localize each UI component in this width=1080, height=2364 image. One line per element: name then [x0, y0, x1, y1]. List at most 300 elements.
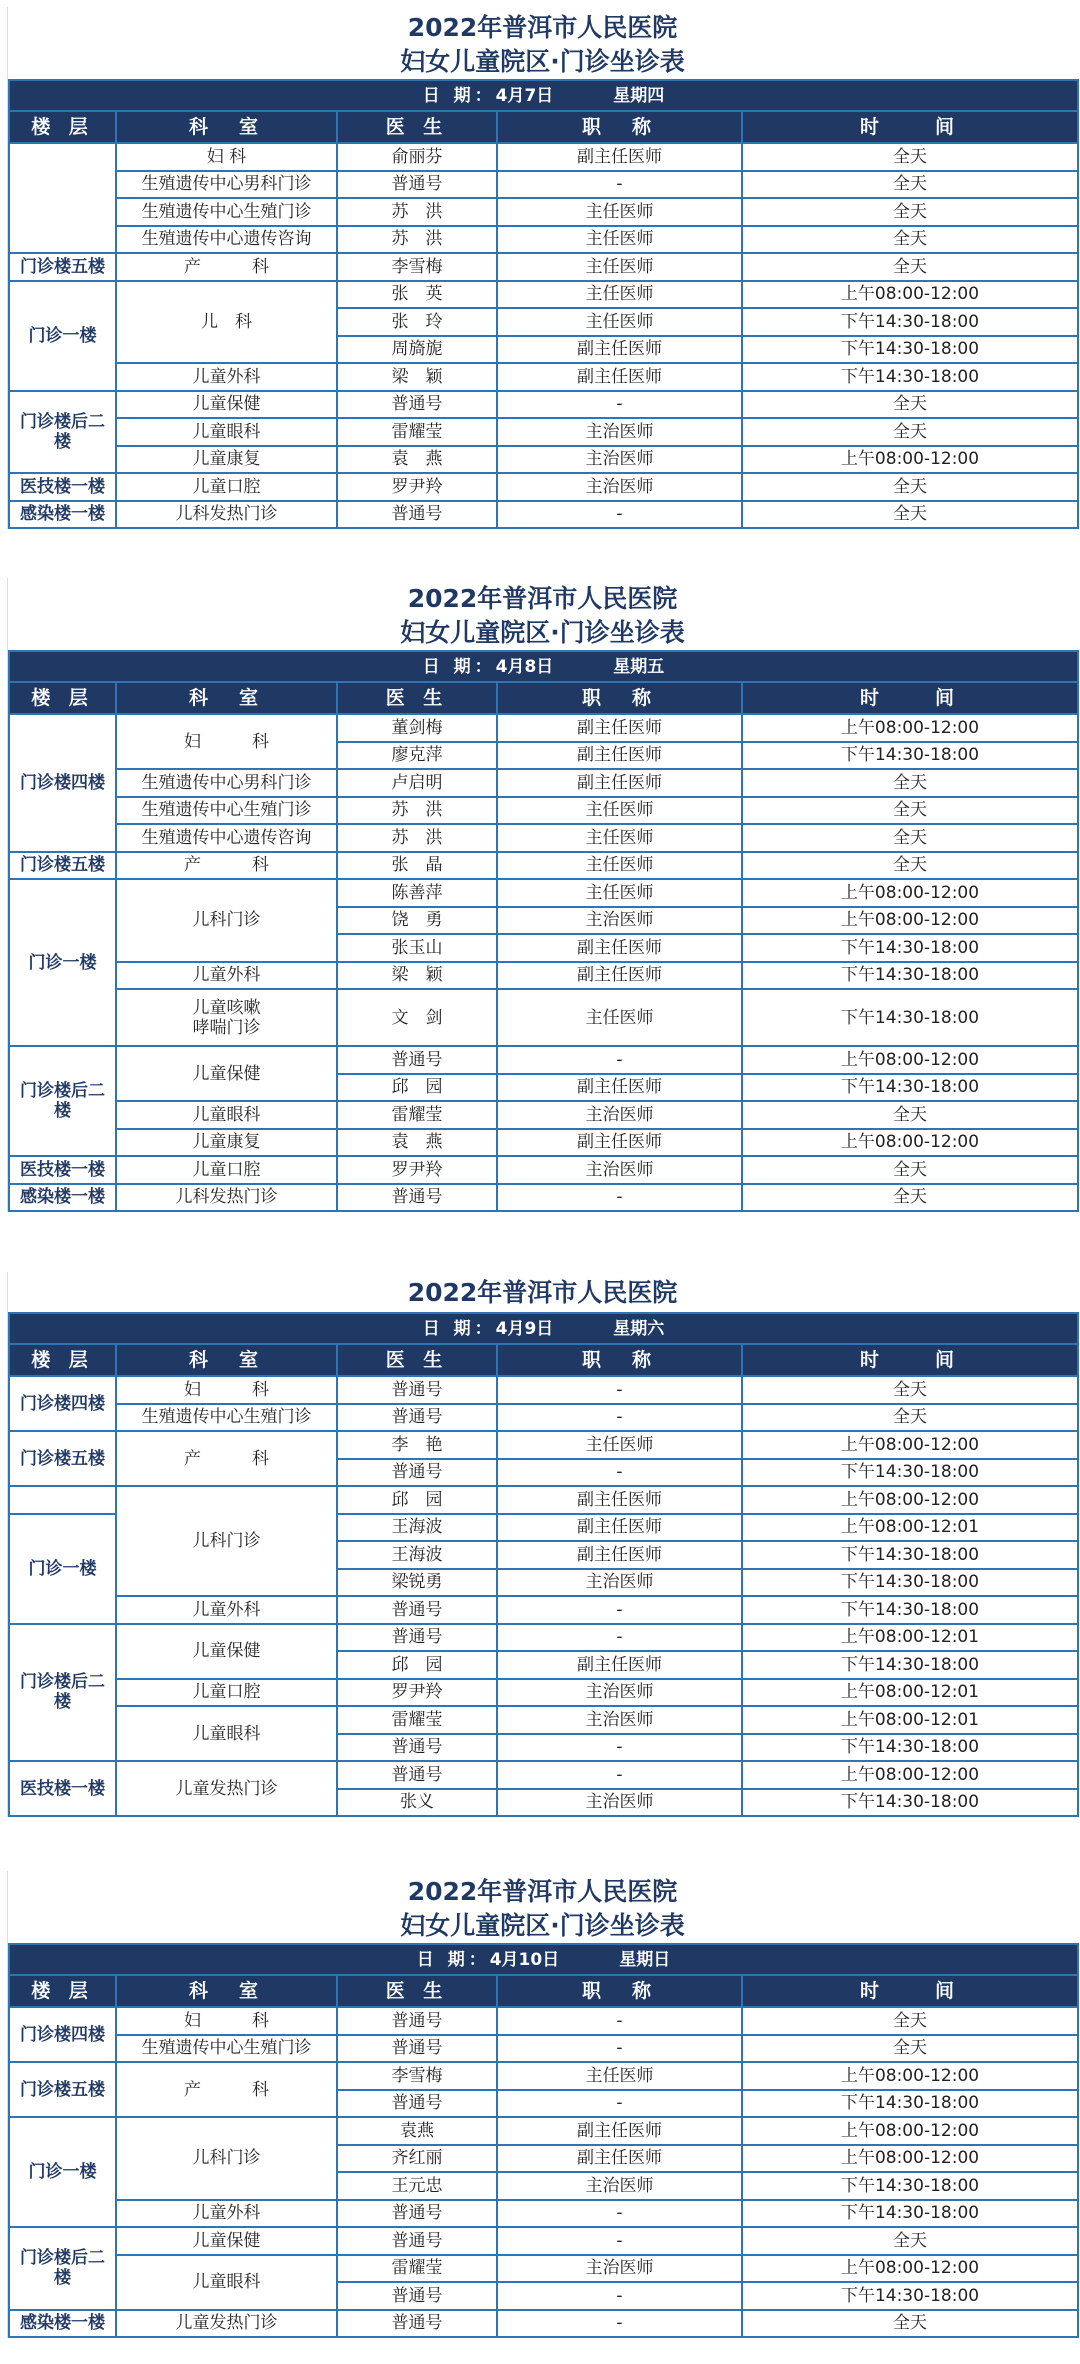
dept-cell: 儿童外科	[116, 2200, 337, 2228]
doctor-cell: 张 玲	[337, 308, 497, 336]
doctor-cell: 普通号	[337, 1459, 497, 1487]
date-bar	[9, 651, 1078, 682]
col-doctor: 医 生	[337, 111, 497, 143]
table-row	[9, 1376, 1078, 1404]
doctor-cell: 普通号	[337, 501, 497, 529]
col-title: 职 称	[497, 1344, 742, 1376]
weekday: 星期五	[613, 656, 665, 677]
time-cell: 全天	[742, 2007, 1078, 2035]
title-cell: 副主任医师	[497, 1514, 742, 1542]
doctor-cell: 王海波	[337, 1541, 497, 1569]
title-cell: -	[497, 1184, 742, 1212]
doctor-cell: 廖克萍	[337, 742, 497, 770]
floor-cell: 门诊楼后二楼	[9, 391, 116, 474]
dept-cell: 儿科门诊	[116, 1486, 337, 1596]
table-row	[9, 824, 1078, 852]
col-floor: 楼 层	[9, 1344, 116, 1376]
title-cell: 主治医师	[497, 2172, 742, 2200]
table-row	[9, 1404, 1078, 1432]
doctor-cell: 雷耀莹	[337, 1101, 497, 1129]
date-bar	[9, 1944, 1078, 1975]
table-row	[9, 2117, 1078, 2145]
doctor-cell: 俞丽芬	[337, 143, 497, 171]
table-row	[9, 501, 1078, 529]
time-cell: 下午14:30-18:00	[742, 1459, 1078, 1487]
doctor-cell: 邱 园	[337, 1651, 497, 1679]
dept-line: 儿童咳嗽	[192, 997, 261, 1018]
sheet-title	[8, 7, 1077, 79]
time-cell: 全天	[742, 501, 1078, 529]
title-cell: 主治医师	[497, 907, 742, 935]
col-floor: 楼 层	[9, 1975, 116, 2007]
doctor-cell: 苏 洪	[337, 797, 497, 825]
floor-cell: 医技楼一楼	[9, 1156, 116, 1184]
doctor-cell: 雷耀莹	[337, 418, 497, 446]
time-cell: 下午14:30-18:00	[742, 989, 1078, 1046]
floor-cell: 门诊楼五楼	[9, 2062, 116, 2117]
date-bar	[9, 80, 1078, 111]
table-row	[9, 171, 1078, 199]
time-cell: 全天	[742, 797, 1078, 825]
table-row	[9, 1046, 1078, 1074]
date-label: 日 期：	[422, 656, 496, 677]
floor-cell: 感染楼一楼	[9, 501, 116, 529]
table-row	[9, 1486, 1078, 1514]
doctor-cell: 普通号	[337, 2282, 497, 2310]
doctor-cell: 周旖旎	[337, 336, 497, 364]
time-cell: 下午14:30-18:00	[742, 1569, 1078, 1597]
dept-cell: 妇 科	[116, 714, 337, 769]
dept-cell: 儿童外科	[116, 962, 337, 990]
doctor-cell: 普通号	[337, 2227, 497, 2255]
schedule-name: 妇女儿童院区·门诊坐诊表	[400, 47, 685, 76]
time-cell: 全天	[742, 2227, 1078, 2255]
time-cell: 全天	[742, 1156, 1078, 1184]
col-doctor: 医 生	[337, 682, 497, 714]
doctor-cell: 王元忠	[337, 2172, 497, 2200]
doctor-cell: 普通号	[337, 1624, 497, 1652]
table-row	[9, 473, 1078, 501]
title-cell: -	[497, 1404, 742, 1432]
dept-cell: 生殖遗传中心生殖门诊	[116, 2035, 337, 2063]
col-floor: 楼 层	[9, 682, 116, 714]
dept-cell: 儿 科	[116, 281, 337, 364]
floor-cell: 门诊楼后二楼	[9, 1624, 116, 1762]
time-cell: 下午14:30-18:00	[742, 2090, 1078, 2118]
floor-cell: 门诊一楼	[9, 1514, 116, 1624]
dept-cell: 儿童眼科	[116, 2255, 337, 2310]
table-row	[9, 1624, 1078, 1652]
title-cell: 主任医师	[497, 198, 742, 226]
table-row	[9, 2255, 1078, 2283]
date-value: 4月7日	[495, 85, 554, 106]
table-row	[9, 253, 1078, 281]
weekday: 星期日	[619, 1949, 671, 1970]
dept-cell: 妇 科	[116, 2007, 337, 2035]
time-cell: 上午08:00-12:00	[742, 2145, 1078, 2173]
dept-cell: 产 科	[116, 1431, 337, 1486]
title-cell: -	[497, 2090, 742, 2118]
title-cell: -	[497, 1459, 742, 1487]
dept-cell: 儿童眼科	[116, 1101, 337, 1129]
title-cell: 主治医师	[497, 418, 742, 446]
doctor-cell: 齐红丽	[337, 2145, 497, 2173]
title-cell: 主治医师	[497, 446, 742, 474]
col-time: 时 间	[742, 1344, 1078, 1376]
time-cell: 上午08:00-12:01	[742, 1624, 1078, 1652]
title-cell: 副主任医师	[497, 1486, 742, 1514]
title-cell: 主治医师	[497, 1156, 742, 1184]
doctor-cell: 苏 洪	[337, 824, 497, 852]
doctor-cell: 普通号	[337, 1734, 497, 1762]
dept-cell: 儿童康复	[116, 446, 337, 474]
title-cell: 主任医师	[497, 226, 742, 254]
time-cell: 上午08:00-12:00	[742, 2062, 1078, 2090]
title-cell: 副主任医师	[497, 769, 742, 797]
title-cell: -	[497, 1376, 742, 1404]
floor-cell: 感染楼一楼	[9, 2310, 116, 2338]
title-cell: -	[497, 2007, 742, 2035]
schedule-name: 妇女儿童院区·门诊坐诊表	[400, 1911, 685, 1940]
doctor-cell: 袁 燕	[337, 1129, 497, 1157]
floor-cell: 门诊楼五楼	[9, 1431, 116, 1486]
date-label: 日 期：	[422, 85, 496, 106]
title-cell: 主任医师	[497, 281, 742, 309]
time-cell: 下午14:30-18:00	[742, 1596, 1078, 1624]
dept-cell: 儿童外科	[116, 363, 337, 391]
col-floor: 楼 层	[9, 111, 116, 143]
doctor-cell: 梁 颖	[337, 962, 497, 990]
table-row	[9, 1156, 1078, 1184]
doctor-cell: 李雪梅	[337, 253, 497, 281]
dept-cell: 儿童保健	[116, 1046, 337, 1101]
date-label: 日 期：	[416, 1949, 490, 1970]
time-cell: 上午08:00-12:00	[742, 907, 1078, 935]
doctor-cell: 邱 园	[337, 1486, 497, 1514]
doctor-cell: 梁锐勇	[337, 1569, 497, 1597]
dept-cell: 产 科	[116, 2062, 337, 2117]
column-header-row	[9, 111, 1078, 143]
dept-cell: 妇 科	[116, 143, 337, 171]
col-dept: 科 室	[116, 682, 337, 714]
hospital-name: 2022年普洱市人民医院	[407, 1278, 678, 1307]
time-cell: 上午08:00-12:00	[742, 1431, 1078, 1459]
doctor-cell: 普通号	[337, 1761, 497, 1789]
doctor-cell: 雷耀莹	[337, 1706, 497, 1734]
doctor-cell: 袁 燕	[337, 446, 497, 474]
title-cell: 主治医师	[497, 1101, 742, 1129]
title-cell: 副主任医师	[497, 363, 742, 391]
dept-cell: 儿科发热门诊	[116, 501, 337, 529]
table-row	[9, 2035, 1078, 2063]
time-cell: 全天	[742, 1184, 1078, 1212]
dept-cell: 儿童保健	[116, 391, 337, 419]
table-row	[9, 363, 1078, 391]
table-row	[9, 391, 1078, 419]
floor-cell	[9, 1486, 116, 1514]
dept-cell: 生殖遗传中心男科门诊	[116, 171, 337, 199]
time-cell: 下午14:30-18:00	[742, 336, 1078, 364]
time-cell: 上午08:00-12:00	[742, 281, 1078, 309]
dept-cell: 儿童外科	[116, 1596, 337, 1624]
floor-cell: 门诊楼四楼	[9, 714, 116, 852]
date-value: 4月8日	[495, 656, 554, 677]
time-cell: 下午14:30-18:00	[742, 1651, 1078, 1679]
title-cell: 副主任医师	[497, 962, 742, 990]
title-cell: -	[497, 391, 742, 419]
doctor-cell: 罗尹羚	[337, 1156, 497, 1184]
weekday: 星期四	[613, 85, 665, 106]
time-cell: 下午14:30-18:00	[742, 934, 1078, 962]
table-row	[9, 418, 1078, 446]
dept-cell: 儿童康复	[116, 1129, 337, 1157]
title-cell: 主任医师	[497, 1431, 742, 1459]
doctor-cell: 普通号	[337, 2310, 497, 2338]
column-header-row	[9, 1975, 1078, 2007]
table-row	[9, 446, 1078, 474]
time-cell: 上午08:00-12:01	[742, 1706, 1078, 1734]
title-cell: 主任医师	[497, 879, 742, 907]
title-cell: -	[497, 501, 742, 529]
table-row	[9, 1129, 1078, 1157]
table-row	[9, 281, 1078, 309]
time-cell: 下午14:30-18:00	[742, 308, 1078, 336]
col-time: 时 间	[742, 111, 1078, 143]
floor-cell: 门诊楼四楼	[9, 1376, 116, 1431]
dept-cell: 儿童保健	[116, 2227, 337, 2255]
time-cell: 下午14:30-18:00	[742, 363, 1078, 391]
time-cell: 全天	[742, 253, 1078, 281]
time-cell: 上午08:00-12:00	[742, 2117, 1078, 2145]
doctor-cell: 普通号	[337, 1376, 497, 1404]
time-cell: 下午14:30-18:00	[742, 1789, 1078, 1817]
hospital-name: 2022年普洱市人民医院	[407, 1877, 678, 1906]
doctor-cell: 普通号	[337, 1184, 497, 1212]
dept-cell: 儿科发热门诊	[116, 1184, 337, 1212]
doctor-cell: 袁燕	[337, 2117, 497, 2145]
time-cell: 下午14:30-18:00	[742, 1734, 1078, 1762]
title-cell: -	[497, 1734, 742, 1762]
floor-cell: 门诊楼四楼	[9, 2007, 116, 2062]
schedule-sheet-apr7	[7, 7, 1077, 529]
time-cell: 全天	[742, 1376, 1078, 1404]
time-cell: 全天	[742, 2035, 1078, 2063]
sheet-title	[8, 1871, 1077, 1943]
schedule-table	[8, 1943, 1079, 2338]
time-cell: 上午08:00-12:01	[742, 1514, 1078, 1542]
doctor-cell: 普通号	[337, 1596, 497, 1624]
dept-cell: 产 科	[116, 253, 337, 281]
time-cell: 下午14:30-18:00	[742, 962, 1078, 990]
title-cell: 主任医师	[497, 2062, 742, 2090]
title-cell: -	[497, 1761, 742, 1789]
time-cell: 全天	[742, 391, 1078, 419]
table-row	[9, 1679, 1078, 1707]
doctor-cell: 卢启明	[337, 769, 497, 797]
column-header-row	[9, 682, 1078, 714]
title-cell: 副主任医师	[497, 1074, 742, 1102]
doctor-cell: 雷耀莹	[337, 2255, 497, 2283]
title-cell: 副主任医师	[497, 714, 742, 742]
floor-cell: 医技楼一楼	[9, 1761, 116, 1816]
time-cell: 下午14:30-18:00	[742, 2172, 1078, 2200]
time-cell: 下午14:30-18:00	[742, 742, 1078, 770]
doctor-cell: 普通号	[337, 171, 497, 199]
floor-cell: 感染楼一楼	[9, 1184, 116, 1212]
col-title: 职 称	[497, 1975, 742, 2007]
table-row	[9, 143, 1078, 171]
dept-cell: 儿科门诊	[116, 2117, 337, 2200]
title-cell: 副主任医师	[497, 1651, 742, 1679]
sheet-title	[8, 578, 1077, 650]
doctor-cell: 普通号	[337, 391, 497, 419]
dept-cell: 儿童眼科	[116, 418, 337, 446]
doctor-cell: 李雪梅	[337, 2062, 497, 2090]
dept-cell: 妇 科	[116, 1376, 337, 1404]
col-doctor: 医 生	[337, 1975, 497, 2007]
col-dept: 科 室	[116, 1975, 337, 2007]
doctor-cell: 董剑梅	[337, 714, 497, 742]
col-time: 时 间	[742, 1975, 1078, 2007]
doctor-cell: 普通号	[337, 2090, 497, 2118]
doctor-cell: 李 艳	[337, 1431, 497, 1459]
table-row	[9, 1596, 1078, 1624]
date-bar	[9, 1313, 1078, 1344]
time-cell: 上午08:00-12:00	[742, 1761, 1078, 1789]
schedule-table	[8, 79, 1079, 529]
table-row	[9, 2062, 1078, 2090]
table-row	[9, 226, 1078, 254]
doctor-cell: 张 晶	[337, 852, 497, 880]
doctor-cell: 文 剑	[337, 989, 497, 1046]
title-cell: -	[497, 2227, 742, 2255]
doctor-cell: 张义	[337, 1789, 497, 1817]
table-row	[9, 852, 1078, 880]
doctor-cell: 罗尹羚	[337, 473, 497, 501]
table-row	[9, 2310, 1078, 2338]
floor-cell	[9, 143, 116, 253]
doctor-cell: 罗尹羚	[337, 1679, 497, 1707]
title-cell: 主任医师	[497, 797, 742, 825]
dept-cell: 儿童口腔	[116, 473, 337, 501]
col-time: 时 间	[742, 682, 1078, 714]
time-cell: 下午14:30-18:00	[742, 1541, 1078, 1569]
schedule-sheet-apr10	[7, 1871, 1077, 2338]
schedule-table	[8, 650, 1079, 1212]
title-cell: -	[497, 2200, 742, 2228]
floor-cell: 门诊一楼	[9, 281, 116, 391]
col-doctor: 医 生	[337, 1344, 497, 1376]
time-cell: 下午14:30-18:00	[742, 1074, 1078, 1102]
title-cell: 副主任医师	[497, 2117, 742, 2145]
time-cell: 全天	[742, 226, 1078, 254]
dept-cell: 生殖遗传中心遗传咨询	[116, 226, 337, 254]
table-row	[9, 2200, 1078, 2228]
floor-cell: 门诊楼后二楼	[9, 2227, 116, 2310]
doctor-cell: 普通号	[337, 2007, 497, 2035]
floor-cell: 门诊一楼	[9, 2117, 116, 2227]
time-cell: 全天	[742, 418, 1078, 446]
doctor-cell: 苏 洪	[337, 226, 497, 254]
column-header-row	[9, 1344, 1078, 1376]
floor-cell: 医技楼一楼	[9, 473, 116, 501]
time-cell: 全天	[742, 2310, 1078, 2338]
title-cell: -	[497, 2310, 742, 2338]
col-title: 职 称	[497, 111, 742, 143]
time-cell: 全天	[742, 171, 1078, 199]
title-cell: -	[497, 1596, 742, 1624]
time-cell: 上午08:00-12:00	[742, 446, 1078, 474]
table-row	[9, 1184, 1078, 1212]
title-cell: 副主任医师	[497, 336, 742, 364]
time-cell: 下午14:30-18:00	[742, 2200, 1078, 2228]
title-cell: 副主任医师	[497, 2145, 742, 2173]
date-value: 4月10日	[489, 1949, 560, 1970]
time-cell: 全天	[742, 143, 1078, 171]
floor-cell: 门诊楼五楼	[9, 253, 116, 281]
col-dept: 科 室	[116, 1344, 337, 1376]
time-cell: 上午08:00-12:00	[742, 714, 1078, 742]
doctor-cell: 王海波	[337, 1514, 497, 1542]
table-row	[9, 714, 1078, 742]
title-cell: 副主任医师	[497, 1541, 742, 1569]
col-title: 职 称	[497, 682, 742, 714]
title-cell: 主任医师	[497, 253, 742, 281]
time-cell: 全天	[742, 824, 1078, 852]
title-cell: 主治医师	[497, 1569, 742, 1597]
title-cell: -	[497, 1046, 742, 1074]
title-cell: -	[497, 2035, 742, 2063]
title-cell: 主治医师	[497, 473, 742, 501]
dept-cell	[116, 989, 337, 1046]
dept-cell: 儿童口腔	[116, 1156, 337, 1184]
title-cell: 主治医师	[497, 1679, 742, 1707]
time-cell: 上午08:00-12:00	[742, 1046, 1078, 1074]
floor-cell: 门诊楼后二楼	[9, 1046, 116, 1156]
weekday: 星期六	[613, 1318, 665, 1339]
schedule-table	[8, 1312, 1079, 1817]
doctor-cell: 苏 洪	[337, 198, 497, 226]
doctor-cell: 普通号	[337, 1404, 497, 1432]
title-cell: 主治医师	[497, 1706, 742, 1734]
schedule-sheet-apr8	[7, 578, 1077, 1212]
doctor-cell: 普通号	[337, 2200, 497, 2228]
col-dept: 科 室	[116, 111, 337, 143]
title-cell: 副主任医师	[497, 934, 742, 962]
title-cell: 主治医师	[497, 2255, 742, 2283]
time-cell: 全天	[742, 1404, 1078, 1432]
doctor-cell: 张 英	[337, 281, 497, 309]
title-cell: 主治医师	[497, 1789, 742, 1817]
dept-line: 哮喘门诊	[192, 1017, 261, 1038]
table-row	[9, 879, 1078, 907]
date-label: 日 期：	[422, 1318, 496, 1339]
doctor-cell: 饶 勇	[337, 907, 497, 935]
dept-cell: 儿童发热门诊	[116, 1761, 337, 1816]
floor-cell: 门诊楼五楼	[9, 852, 116, 880]
table-row	[9, 962, 1078, 990]
doctor-cell: 张玉山	[337, 934, 497, 962]
dept-cell: 儿童保健	[116, 1624, 337, 1679]
title-cell: -	[497, 2282, 742, 2310]
schedule-name: 妇女儿童院区·门诊坐诊表	[400, 618, 685, 647]
time-cell: 上午08:00-12:00	[742, 1129, 1078, 1157]
doctor-cell: 陈善萍	[337, 879, 497, 907]
hospital-name: 2022年普洱市人民医院	[407, 13, 678, 42]
table-row	[9, 1761, 1078, 1789]
time-cell: 全天	[742, 473, 1078, 501]
time-cell: 上午08:00-12:01	[742, 1679, 1078, 1707]
